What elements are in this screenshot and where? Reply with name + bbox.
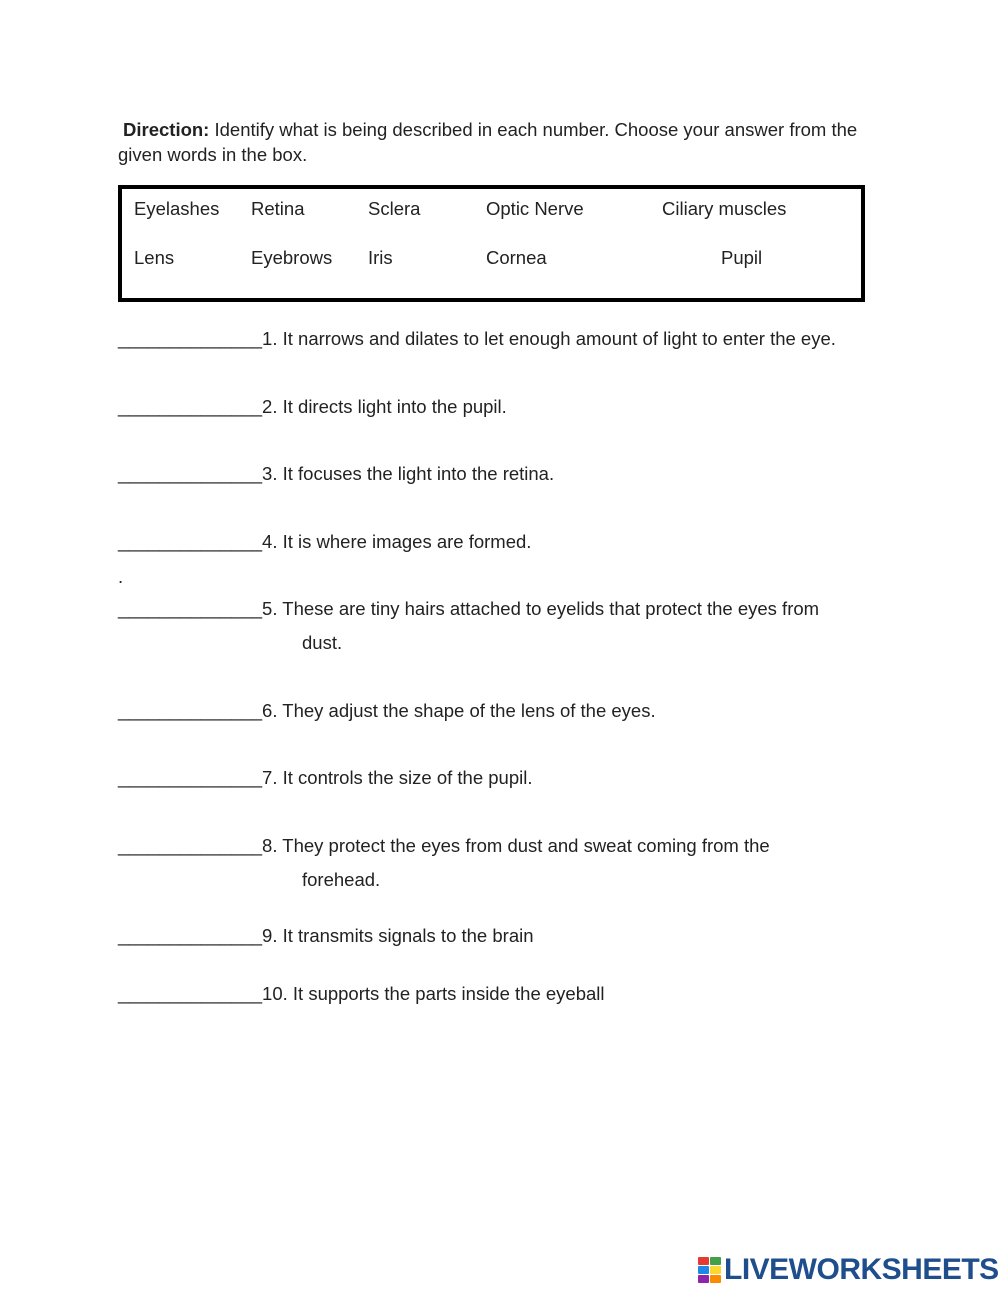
logo-grid-icon [698, 1257, 721, 1283]
word-ciliary-muscles: Ciliary muscles [662, 198, 787, 219]
word-bank-box [118, 185, 865, 302]
question-8: ______________8. They protect the eyes from dust and sweat coming from the [118, 835, 770, 856]
word-cornea: Cornea [486, 247, 547, 268]
word-eyebrows: Eyebrows [251, 247, 333, 268]
question-5: ______________5. These are tiny hairs attached to eyelids that protect the eyes from [118, 598, 820, 619]
question-1: ______________1. It narrows and dilates to let enough amount of light to enter the eye. [118, 328, 836, 349]
word-lens: Lens [134, 247, 175, 268]
question-2: ______________2. It directs light into the pupil. [118, 396, 507, 417]
logo-text: LIVEWORKSHEETS [724, 1253, 999, 1286]
word-retina: Retina [251, 198, 305, 219]
question-3: ______________3. It focuses the light into the retina. [118, 463, 555, 484]
word-optic-nerve: Optic Nerve [486, 198, 584, 219]
question-8-continuation: forehead. [302, 869, 381, 890]
question-5-continuation: dust. [302, 632, 343, 653]
word-pupil: Pupil [721, 247, 763, 268]
direction-label: Direction: [123, 119, 210, 140]
direction-text: Identify what is being described in each number. Choose your answer from the given words in the box. [118, 119, 858, 165]
question-4: ______________4. It is where images are formed. [118, 531, 532, 552]
question-10: ______________10. It supports the parts inside the eyeball [118, 983, 605, 1004]
question-7: ______________7. It controls the size of the pupil. [118, 767, 533, 788]
direction-paragraph [118, 117, 888, 167]
word-eyelashes: Eyelashes [134, 198, 220, 219]
liveworksheets-logo [698, 1253, 999, 1286]
word-iris: Iris [368, 247, 393, 268]
word-sclera: Sclera [368, 198, 421, 219]
question-6: ______________6. They adjust the shape of the lens of the eyes. [118, 700, 656, 721]
question-9: ______________9. It transmits signals to the brain [118, 925, 534, 946]
stray-dot: . [118, 566, 124, 587]
